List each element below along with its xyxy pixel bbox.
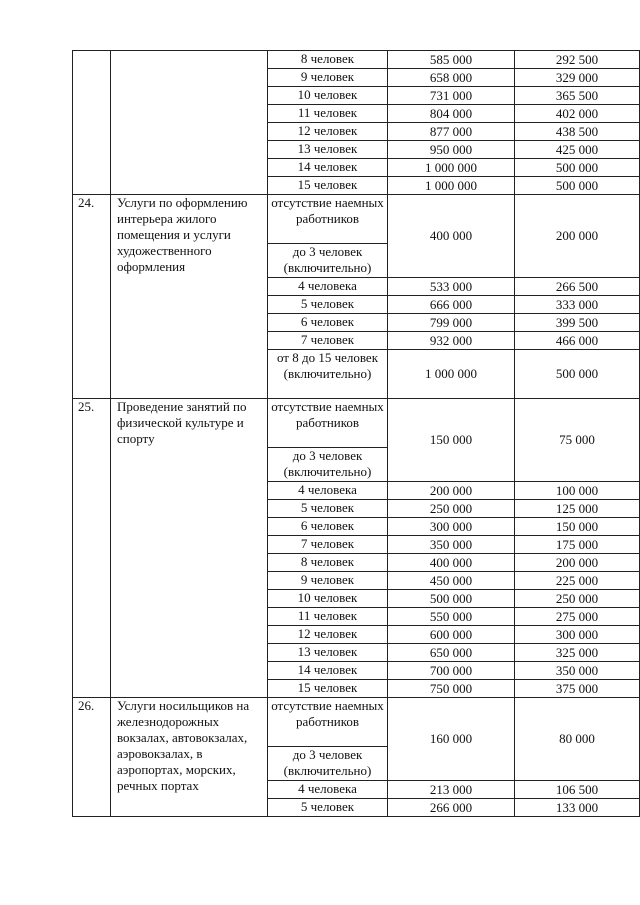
table-body xyxy=(73,51,640,817)
income-value-cell: 250 000 xyxy=(388,500,515,518)
income-value-cell: 200 000 xyxy=(388,482,515,500)
tax-value-cell: 75 000 xyxy=(515,399,640,482)
service-name: Услуги по оформлению интерьера жилого помещения и услуги художественного оформления xyxy=(111,195,268,399)
income-value-cell: 585 000 xyxy=(388,51,515,69)
employees-cell: 8 человек xyxy=(268,51,388,69)
income-value-cell: 731 000 xyxy=(388,87,515,105)
tax-value-cell: 133 000 xyxy=(515,799,640,817)
employees-cell: 10 человек xyxy=(268,87,388,105)
income-value-cell: 213 000 xyxy=(388,781,515,799)
income-value-cell: 350 000 xyxy=(388,536,515,554)
section-number: 24. xyxy=(73,195,111,399)
income-value-cell: 658 000 xyxy=(388,69,515,87)
employees-cell: 13 человек xyxy=(268,141,388,159)
employees-cell: 9 человек xyxy=(268,572,388,590)
employees-cell: 14 человек xyxy=(268,662,388,680)
income-value-cell: 932 000 xyxy=(388,332,515,350)
tax-value-cell: 80 000 xyxy=(515,698,640,781)
income-value-cell: 600 000 xyxy=(388,626,515,644)
tariff-table-page xyxy=(72,50,640,817)
income-value-cell: 799 000 xyxy=(388,314,515,332)
table-row xyxy=(73,195,640,244)
income-value-cell: 400 000 xyxy=(388,195,515,278)
tax-value-cell: 402 000 xyxy=(515,105,640,123)
income-value-cell: 666 000 xyxy=(388,296,515,314)
income-value-cell: 550 000 xyxy=(388,608,515,626)
income-value-cell: 877 000 xyxy=(388,123,515,141)
income-value-cell: 650 000 xyxy=(388,644,515,662)
employees-cell: отсутствие наемных работников xyxy=(268,195,388,244)
tax-value-cell: 399 500 xyxy=(515,314,640,332)
employees-cell: 6 человек xyxy=(268,314,388,332)
tax-value-cell: 500 000 xyxy=(515,159,640,177)
income-value-cell: 450 000 xyxy=(388,572,515,590)
tax-value-cell: 425 000 xyxy=(515,141,640,159)
section-number: 25. xyxy=(73,399,111,698)
tax-value-cell: 300 000 xyxy=(515,626,640,644)
employees-cell: 4 человека xyxy=(268,482,388,500)
income-value-cell: 533 000 xyxy=(388,278,515,296)
income-value-cell: 266 000 xyxy=(388,799,515,817)
employees-cell: 12 человек xyxy=(268,626,388,644)
tax-value-cell: 325 000 xyxy=(515,644,640,662)
employees-cell: от 8 до 15 человек (включительно) xyxy=(268,350,388,399)
service-cell xyxy=(111,51,268,195)
income-value-cell: 950 000 xyxy=(388,141,515,159)
income-value-cell: 700 000 xyxy=(388,662,515,680)
employees-cell: 8 человек xyxy=(268,554,388,572)
employees-cell: 11 человек xyxy=(268,105,388,123)
tax-value-cell: 200 000 xyxy=(515,195,640,278)
tax-value-cell: 329 000 xyxy=(515,69,640,87)
tax-value-cell: 500 000 xyxy=(515,177,640,195)
income-value-cell: 750 000 xyxy=(388,680,515,698)
employees-cell: 13 человек xyxy=(268,644,388,662)
employees-cell: 4 человека xyxy=(268,781,388,799)
employees-cell: 14 человек xyxy=(268,159,388,177)
employees-cell: 7 человек xyxy=(268,536,388,554)
tax-value-cell: 175 000 xyxy=(515,536,640,554)
tax-value-cell: 500 000 xyxy=(515,350,640,399)
employees-cell: до 3 человек (включительно) xyxy=(268,448,388,482)
employees-cell: 15 человек xyxy=(268,177,388,195)
income-value-cell: 160 000 xyxy=(388,698,515,781)
tax-value-cell: 250 000 xyxy=(515,590,640,608)
service-name: Проведение занятий по физической культуре и спорту xyxy=(111,399,268,698)
tax-value-cell: 375 000 xyxy=(515,680,640,698)
income-value-cell: 300 000 xyxy=(388,518,515,536)
employees-cell: 6 человек xyxy=(268,518,388,536)
employees-cell: 5 человек xyxy=(268,799,388,817)
income-value-cell: 400 000 xyxy=(388,554,515,572)
table-row xyxy=(73,698,640,747)
tax-value-cell: 150 000 xyxy=(515,518,640,536)
tax-value-cell: 106 500 xyxy=(515,781,640,799)
tax-value-cell: 125 000 xyxy=(515,500,640,518)
tariff-table xyxy=(72,50,640,817)
income-value-cell: 1 000 000 xyxy=(388,177,515,195)
tax-value-cell: 225 000 xyxy=(515,572,640,590)
employees-cell: 11 человек xyxy=(268,608,388,626)
section-number: 26. xyxy=(73,698,111,817)
tax-value-cell: 365 500 xyxy=(515,87,640,105)
service-name: Услуги носильщиков на железнодорожных вокзалах, автовокзалах, аэровокзалах, в аэропортах, морских, речных портах xyxy=(111,698,268,817)
employees-cell: 5 человек xyxy=(268,500,388,518)
employees-cell: до 3 человек (включительно) xyxy=(268,244,388,278)
tax-value-cell: 466 000 xyxy=(515,332,640,350)
tax-value-cell: 292 500 xyxy=(515,51,640,69)
employees-cell: 9 человек xyxy=(268,69,388,87)
income-value-cell: 500 000 xyxy=(388,590,515,608)
income-value-cell: 804 000 xyxy=(388,105,515,123)
tax-value-cell: 333 000 xyxy=(515,296,640,314)
tax-value-cell: 100 000 xyxy=(515,482,640,500)
income-value-cell: 1 000 000 xyxy=(388,350,515,399)
employees-cell: отсутствие наемных работников xyxy=(268,698,388,747)
employees-cell: до 3 человек (включительно) xyxy=(268,747,388,781)
employees-cell: 12 человек xyxy=(268,123,388,141)
table-row xyxy=(73,51,640,69)
table-row xyxy=(73,399,640,448)
employees-cell: 5 человек xyxy=(268,296,388,314)
income-value-cell: 1 000 000 xyxy=(388,159,515,177)
employees-cell: 4 человека xyxy=(268,278,388,296)
tax-value-cell: 200 000 xyxy=(515,554,640,572)
tax-value-cell: 438 500 xyxy=(515,123,640,141)
tax-value-cell: 350 000 xyxy=(515,662,640,680)
tax-value-cell: 275 000 xyxy=(515,608,640,626)
employees-cell: 10 человек xyxy=(268,590,388,608)
employees-cell: отсутствие наемных работников xyxy=(268,399,388,448)
income-value-cell: 150 000 xyxy=(388,399,515,482)
number-cell xyxy=(73,51,111,195)
tax-value-cell: 266 500 xyxy=(515,278,640,296)
employees-cell: 7 человек xyxy=(268,332,388,350)
employees-cell: 15 человек xyxy=(268,680,388,698)
